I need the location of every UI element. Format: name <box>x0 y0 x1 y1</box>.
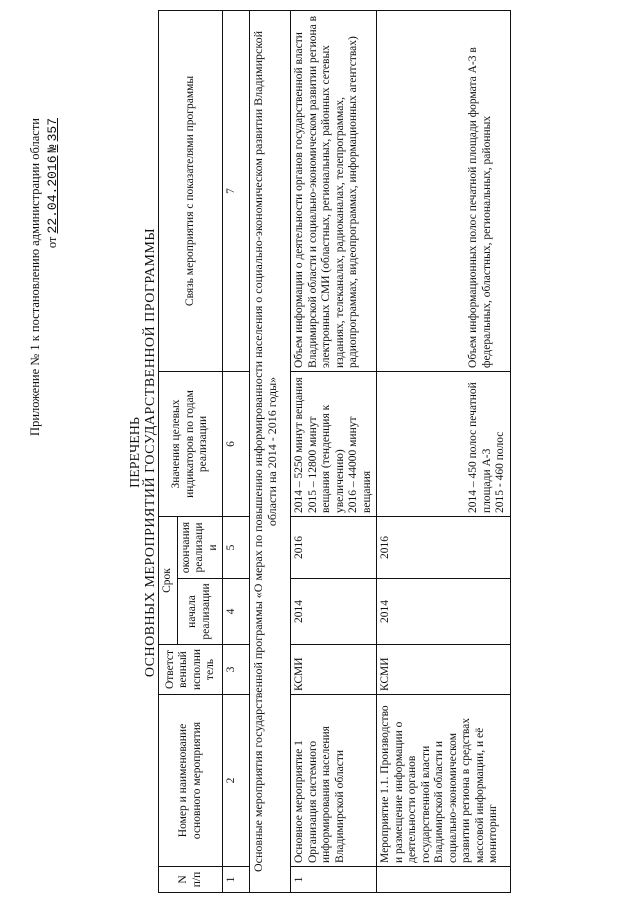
row-num: 1 <box>291 867 377 893</box>
column-number-row <box>223 10 250 892</box>
column-number: 5 <box>223 516 250 578</box>
row-end: 2016 <box>377 516 511 578</box>
row-executor: КСМИ <box>377 645 511 695</box>
title-line-2: ОСНОВНЫХ МЕРОПРИЯТИЙ ГОСУДАРСТВЕННОЙ ПРОГРАММЫ <box>143 227 158 678</box>
column-number: 3 <box>223 645 250 695</box>
row-link <box>377 10 511 371</box>
row-start: 2014 <box>291 579 377 645</box>
column-number: 7 <box>223 10 250 371</box>
resolution-number: 357 <box>45 118 60 142</box>
header-name: Номер и наименование основного мероприятия <box>159 695 223 867</box>
row-start: 2014 <box>377 579 511 645</box>
indicator-value: 2015 - 460 полос <box>494 431 506 513</box>
column-number: 6 <box>223 371 250 516</box>
table-row <box>291 10 377 892</box>
column-number: 1 <box>223 867 250 893</box>
column-number: 2 <box>223 695 250 867</box>
table-row <box>377 10 511 892</box>
header-term-start: начала реализации <box>177 579 223 645</box>
appendix-date-row <box>45 118 60 436</box>
column-number: 4 <box>223 579 250 645</box>
indicator-value: 2014 – 450 полос печатной площади А-3 <box>467 382 493 513</box>
appendix-note-line: Приложение № 1 к постановлению администрации области <box>28 118 42 436</box>
number-label: № <box>45 144 60 153</box>
link-text: Объем информационных полос печатной площади формата А-3 в федеральных, областных, региональных, районных <box>467 47 493 368</box>
row-indicators <box>291 371 377 516</box>
indicator-value: 2016 – 44000 минут вещания <box>347 416 373 513</box>
indicator-value: 2014 – 5250 минут вещания <box>293 377 305 513</box>
appendix-note <box>28 118 60 436</box>
row-indicators <box>377 371 511 516</box>
header-link: Связь мероприятия с показателями программы <box>159 10 223 371</box>
indicator-value: 2015 – 12800 минут вещания (тенденция к увеличению) <box>306 404 346 513</box>
row-num <box>377 867 511 893</box>
row-name: Мероприятие 1.1. Производство и размещение информации о деятельности органов государственной власти Владимирской области и социально-экономическом развитии региона в средствах массовой информации, и её мониторинг <box>377 695 511 867</box>
measures-table <box>158 10 511 893</box>
title-line-1: ПЕРЕЧЕНЬ <box>128 417 143 488</box>
header-executor: Ответственный исполнитель <box>159 645 223 695</box>
section-label: Основные мероприятия государственной программы «О мерах по повышению информированности населения о социально-экономическом развитии Владимирской области на 2014 - 2016 годы» <box>250 10 291 892</box>
row-executor: КСМИ <box>291 645 377 695</box>
header-num: N п/п <box>159 867 223 893</box>
row-name: Основное мероприятие 1 Организация системного информирования населения Владимирской области <box>291 695 377 867</box>
resolution-date: 22.04.2016 <box>45 155 60 234</box>
from-label: от <box>45 236 59 249</box>
header-term: Срок <box>159 516 178 644</box>
row-end: 2016 <box>291 516 377 578</box>
row-link <box>291 10 377 371</box>
document-title <box>128 0 158 905</box>
header-term-end: окончания реализации <box>177 516 223 578</box>
link-text: Объем информации о деятельности органов государственной власти Владимирской области и социально-экономическом развитии региона в электронных СМИ (областных, региональных, районных сетевых изданиях, телеканалах, радиоканалах, телепрограммах, радиопрограммах, видеопрограммах, информационных агентствах) <box>293 15 359 368</box>
header-indicators: Значения целевых индикаторов по годам реализации <box>159 371 223 516</box>
section-row <box>250 10 291 892</box>
